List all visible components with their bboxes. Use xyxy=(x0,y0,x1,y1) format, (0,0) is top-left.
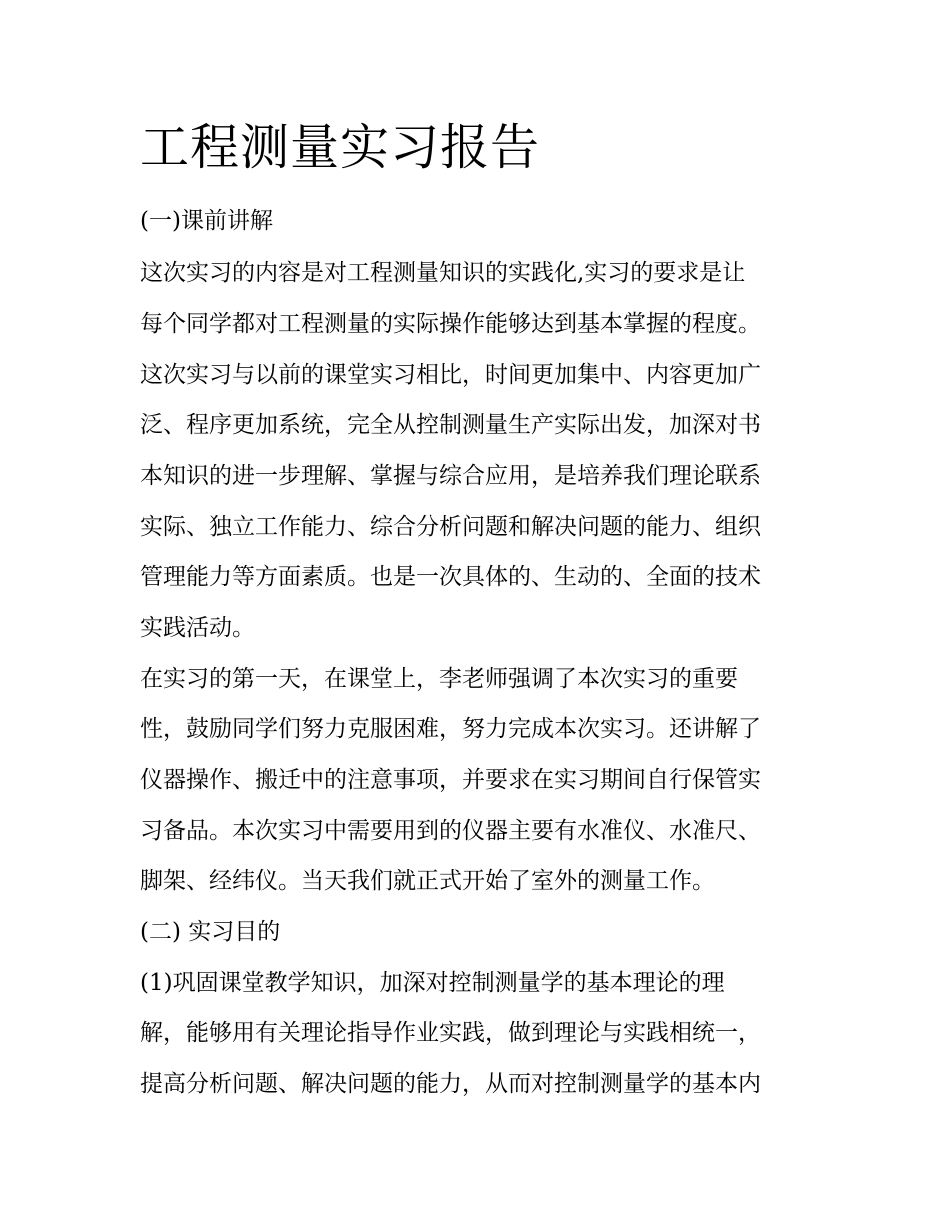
paragraph-line: 泛、程序更加系统，完全从控制测量生产实际出发，加深对书 xyxy=(140,412,761,438)
paragraph-line: 实际、独立工作能力、综合分析问题和解决问题的能力、组织 xyxy=(140,514,761,540)
paragraph-line: 这次实习的内容是对工程测量知识的实践化,实习的要求是让 xyxy=(140,260,746,286)
paragraph-line: 本知识的进一步理解、掌握与综合应用，是培养我们理论联系 xyxy=(140,463,761,489)
paragraph-line: 实践活动。 xyxy=(140,615,255,641)
section-heading-pre-class-lecture: (一)课前讲解 xyxy=(140,208,273,234)
paragraph-line: 性，鼓励同学们努力克服困难，努力完成本次实习。还讲解了 xyxy=(140,716,761,742)
paragraph-line: (1)巩固课堂教学知识，加深对控制测量学的基本理论的理 xyxy=(140,970,725,996)
paragraph-line: 在实习的第一天，在课堂上，李老师强调了本次实习的重要 xyxy=(140,666,738,692)
paragraph-line: 这次实习与以前的课堂实习相比，时间更加集中、内容更加广 xyxy=(140,362,761,388)
paragraph-line: 仪器操作、搬迁中的注意事项，并要求在实习期间自行保管实 xyxy=(140,767,761,793)
paragraph-line: 习备品。本次实习中需要用到的仪器主要有水准仪、水准尺、 xyxy=(140,818,761,844)
paragraph-line: 管理能力等方面素质。也是一次具体的、生动的、全面的技术 xyxy=(140,564,761,590)
paragraph-line: 解，能够用有关理论指导作业实践，做到理论与实践相统一， xyxy=(140,1020,761,1046)
document-title: 工程测量实习报告 xyxy=(140,119,541,176)
paragraph-line: 脚架、经纬仪。当天我们就正式开始了室外的测量工作。 xyxy=(140,868,715,894)
paragraph-line: 每个同学都对工程测量的实际操作能够达到基本掌握的程度。 xyxy=(140,311,761,337)
paragraph-line: 提高分析问题、解决问题的能力，从而对控制测量学的基本内 xyxy=(140,1071,761,1097)
section-heading-internship-purpose: (二) 实习目的 xyxy=(140,919,281,945)
